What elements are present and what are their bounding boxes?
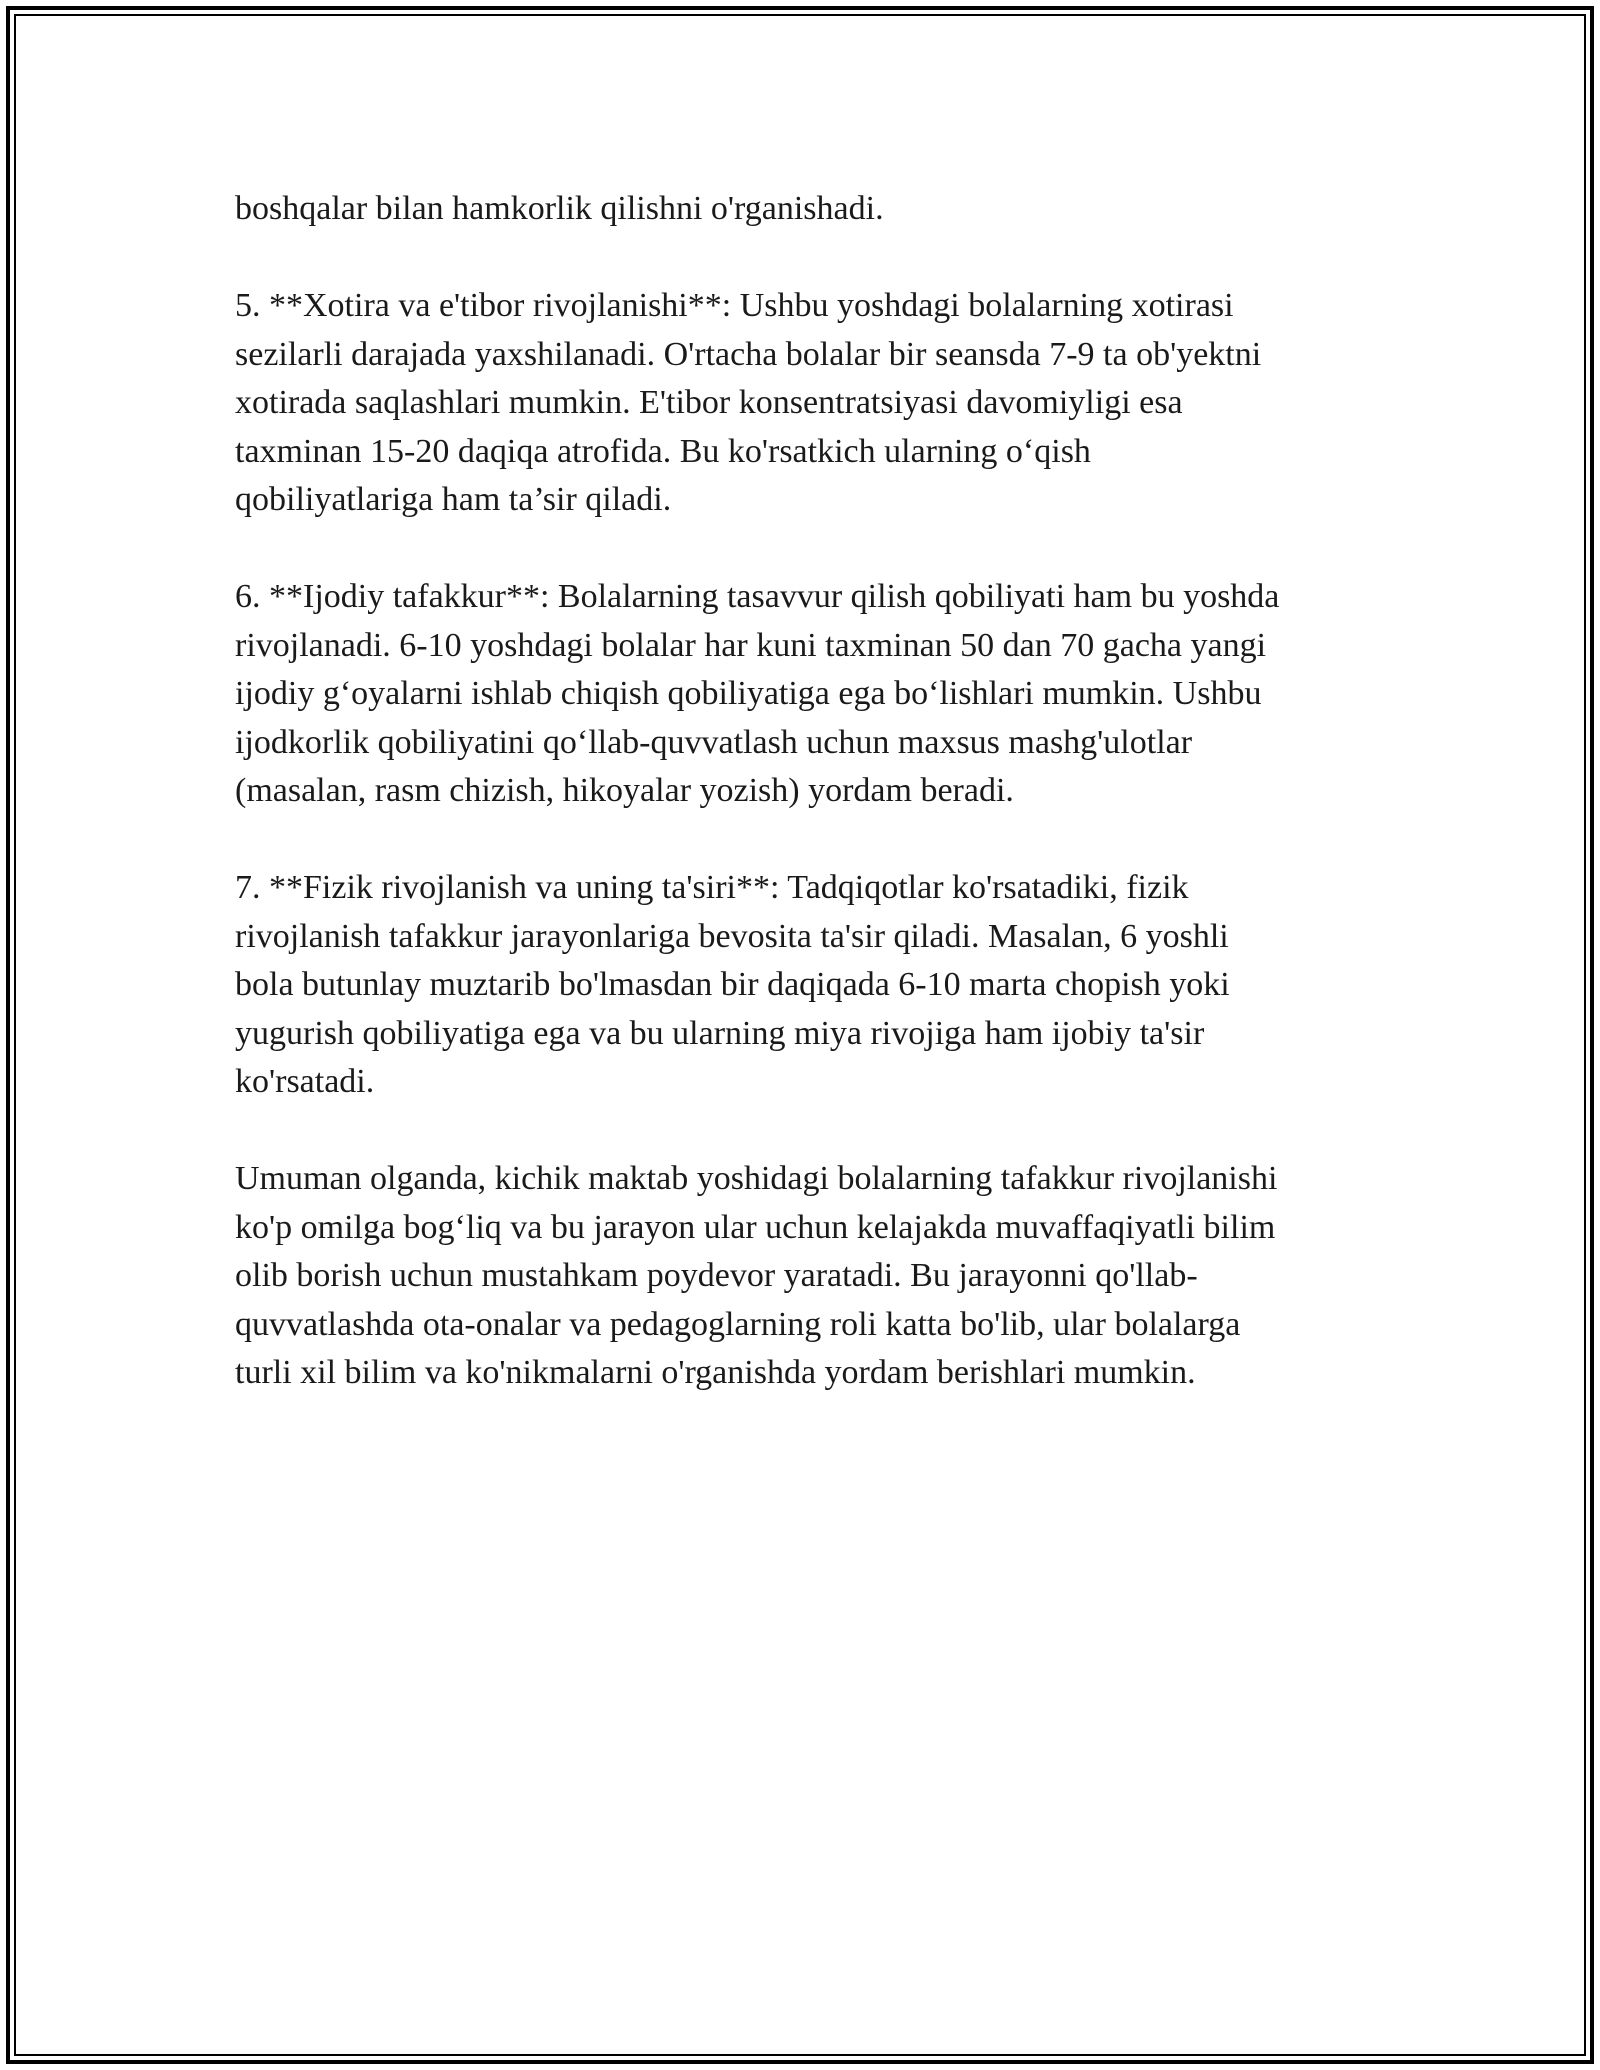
- text-line: yugurish qobiliyatiga ega va bu ularning miya rivojiga ham ijobiy ta'sir: [235, 1014, 1205, 1052]
- text-line: 5. **Xotira va e'tibor rivojlanishi**: Ushbu yoshdagi bolalarning xotirasi: [235, 287, 1234, 324]
- text-line: boshqalar bilan hamkorlik qilishni o'rganishadi.: [235, 190, 884, 227]
- paragraph-creative-thinking: [235, 573, 1375, 816]
- text-line: Umuman olganda, kichik maktab yoshidagi bolalarning tafakkur rivojlanishi: [235, 1160, 1278, 1197]
- text-line: rivojlanish tafakkur jarayonlariga bevosita ta'sir qiladi. Masalan, 6 yoshli: [235, 917, 1229, 955]
- text-line: taxminan 15-20 daqiqa atrofida. Bu ko'rsatkich ularning o‘qish: [235, 432, 1091, 470]
- text-line: ko'p omilga bog‘liq va bu jarayon ular uchun kelajakda muvaffaqiyatli bilim: [235, 1208, 1276, 1246]
- text-line: 7. **Fizik rivojlanish va uning ta'siri**: Tadqiqotlar ko'rsatadiki, fizik: [235, 869, 1189, 906]
- text-line: (masalan, rasm chizish, hikoyalar yozish) yordam beradi.: [235, 772, 1014, 809]
- text-line: ko'rsatadi.: [235, 1063, 375, 1100]
- text-line: ijodkorlik qobiliyatini qo‘llab-quvvatlash uchun maxsus mashg'ulotlar: [235, 723, 1193, 761]
- text-line: olib borish uchun mustahkam poydevor yaratadi. Bu jarayonni qo'llab-: [235, 1257, 1198, 1294]
- paragraph-continuation: [235, 185, 1375, 234]
- text-line: ijodiy g‘oyalarni ishlab chiqish qobiliyatiga ega bo‘lishlari mumkin. Ushbu: [235, 675, 1262, 712]
- text-line: 6. **Ijodiy tafakkur**: Bolalarning tasavvur qilish qobiliyati ham bu yoshda: [235, 578, 1280, 615]
- paragraph-conclusion: [235, 1155, 1375, 1398]
- paragraph-physical-development: [235, 864, 1375, 1107]
- text-line: qobiliyatlariga ham ta’sir qiladi.: [235, 481, 672, 518]
- text-line: turli xil bilim va ko'nikmalarni o'rganishda yordam berishlari mumkin.: [235, 1354, 1196, 1391]
- text-line: bola butunlay muztarib bo'lmasdan bir daqiqada 6-10 marta chopish yoki: [235, 966, 1230, 1003]
- text-line: quvvatlashda ota-onalar va pedagoglarning roli katta bo'lib, ular bolalarga: [235, 1305, 1241, 1343]
- text-line: sezilarli darajada yaxshilanadi. O'rtacha bolalar bir seansda 7-9 ta ob'yektni: [235, 335, 1262, 373]
- text-line: rivojlanadi. 6-10 yoshdagi bolalar har kuni taxminan 50 dan 70 gacha yangi: [235, 626, 1267, 664]
- text-line: xotirada saqlashlari mumkin. E'tibor konsentratsiyasi davomiyligi esa: [235, 384, 1183, 421]
- document-body: [235, 185, 1375, 1446]
- paragraph-memory-attention: [235, 282, 1375, 525]
